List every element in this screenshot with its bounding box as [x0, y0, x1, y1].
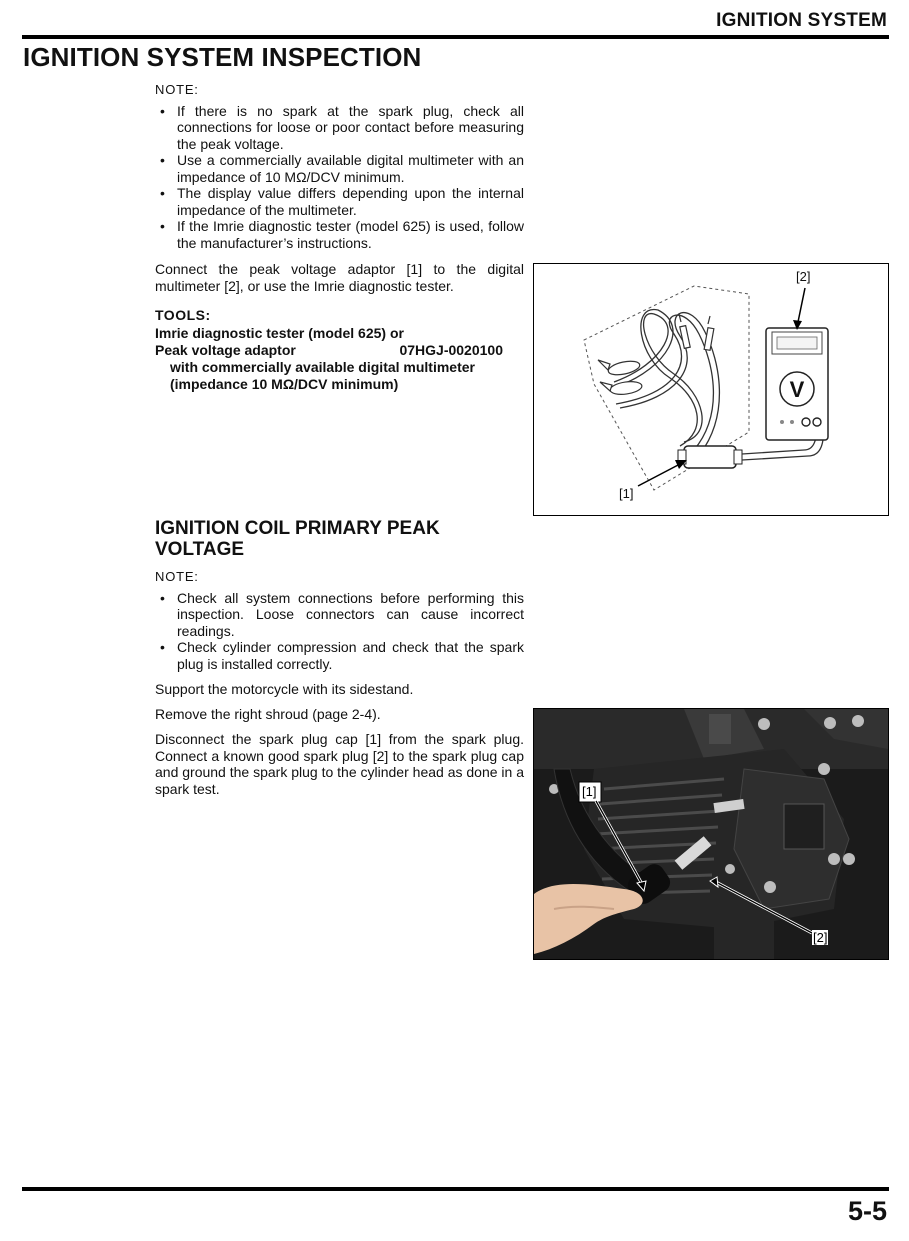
meter-voltage-symbol: V — [789, 377, 805, 402]
note-item: • If the Imrie diagnostic tester (model 625) is used, follow the manufacturer’s instructions. — [155, 218, 524, 251]
tool-name: Peak voltage adaptor — [155, 341, 296, 358]
page-number: 5-5 — [847, 1196, 887, 1226]
note-list — [155, 103, 524, 252]
connect-instruction: Connect the peak voltage adaptor [1] to the digital multimeter [2], or use the Imrie diagnostic tester. — [155, 261, 524, 294]
procedure-step: Disconnect the spark plug cap [1] from the spark plug. Connect a known good spark plug [2] to the spark plug cap and ground the spark plug to the cylinder head as done in a spark test. — [155, 731, 524, 797]
page-title: IGNITION SYSTEM INSPECTION — [23, 42, 422, 72]
tool-line: with commercially available digital multimeter — [170, 358, 475, 375]
callout-spark-plug: [2] — [813, 930, 828, 945]
primary-notes — [155, 569, 524, 672]
procedure-step: Support the motorcycle with its sidestand. — [155, 681, 414, 697]
note-item: • The display value differs depending upon the internal impedance of the multimeter. — [155, 185, 524, 218]
note-list — [155, 590, 524, 673]
running-header: IGNITION SYSTEM — [716, 10, 887, 31]
note-item: • Check cylinder compression and check that the spark plug is installed correctly. — [155, 639, 524, 672]
tool-line: Imrie diagnostic tester (model 625) or — [155, 324, 404, 341]
tool-part-number: 07HGJ-0020100 — [399, 341, 503, 358]
engine-photo — [534, 709, 888, 959]
note-item: • If there is no spark at the spark plug, check all connections for loose or poor contact before measuring the peak voltage. — [155, 103, 524, 153]
callout-plug-cap: [1] — [582, 784, 597, 799]
callout-multimeter: [2] — [796, 269, 811, 284]
adaptor-multimeter-figure — [533, 263, 889, 516]
tool-line: (impedance 10 MΩ/DCV minimum) — [170, 375, 399, 392]
procedure-step: Remove the right shroud (page 2-4). — [155, 706, 381, 722]
tools-label: TOOLS: — [155, 307, 211, 323]
tool-part-row — [155, 342, 503, 359]
adaptor-multimeter-illustration — [534, 264, 888, 515]
note-label: NOTE: — [155, 82, 199, 97]
inspection-notes — [155, 82, 524, 251]
section-heading: IGNITION COIL PRIMARY PEAK VOLTAGE — [155, 518, 440, 560]
note-item: • Check all system connections before performing this inspection. Loose connectors can cause incorrect readings. — [155, 590, 524, 640]
header-rule — [22, 35, 889, 39]
note-item: • Use a commercially available digital multimeter with an impedance of 10 MΩ/DCV minimum. — [155, 152, 524, 185]
tools-block — [155, 307, 524, 393]
callout-adaptor: [1] — [619, 486, 634, 501]
footer-rule — [22, 1187, 889, 1191]
engine-photo-figure — [533, 708, 889, 960]
note-label: NOTE: — [155, 569, 199, 584]
